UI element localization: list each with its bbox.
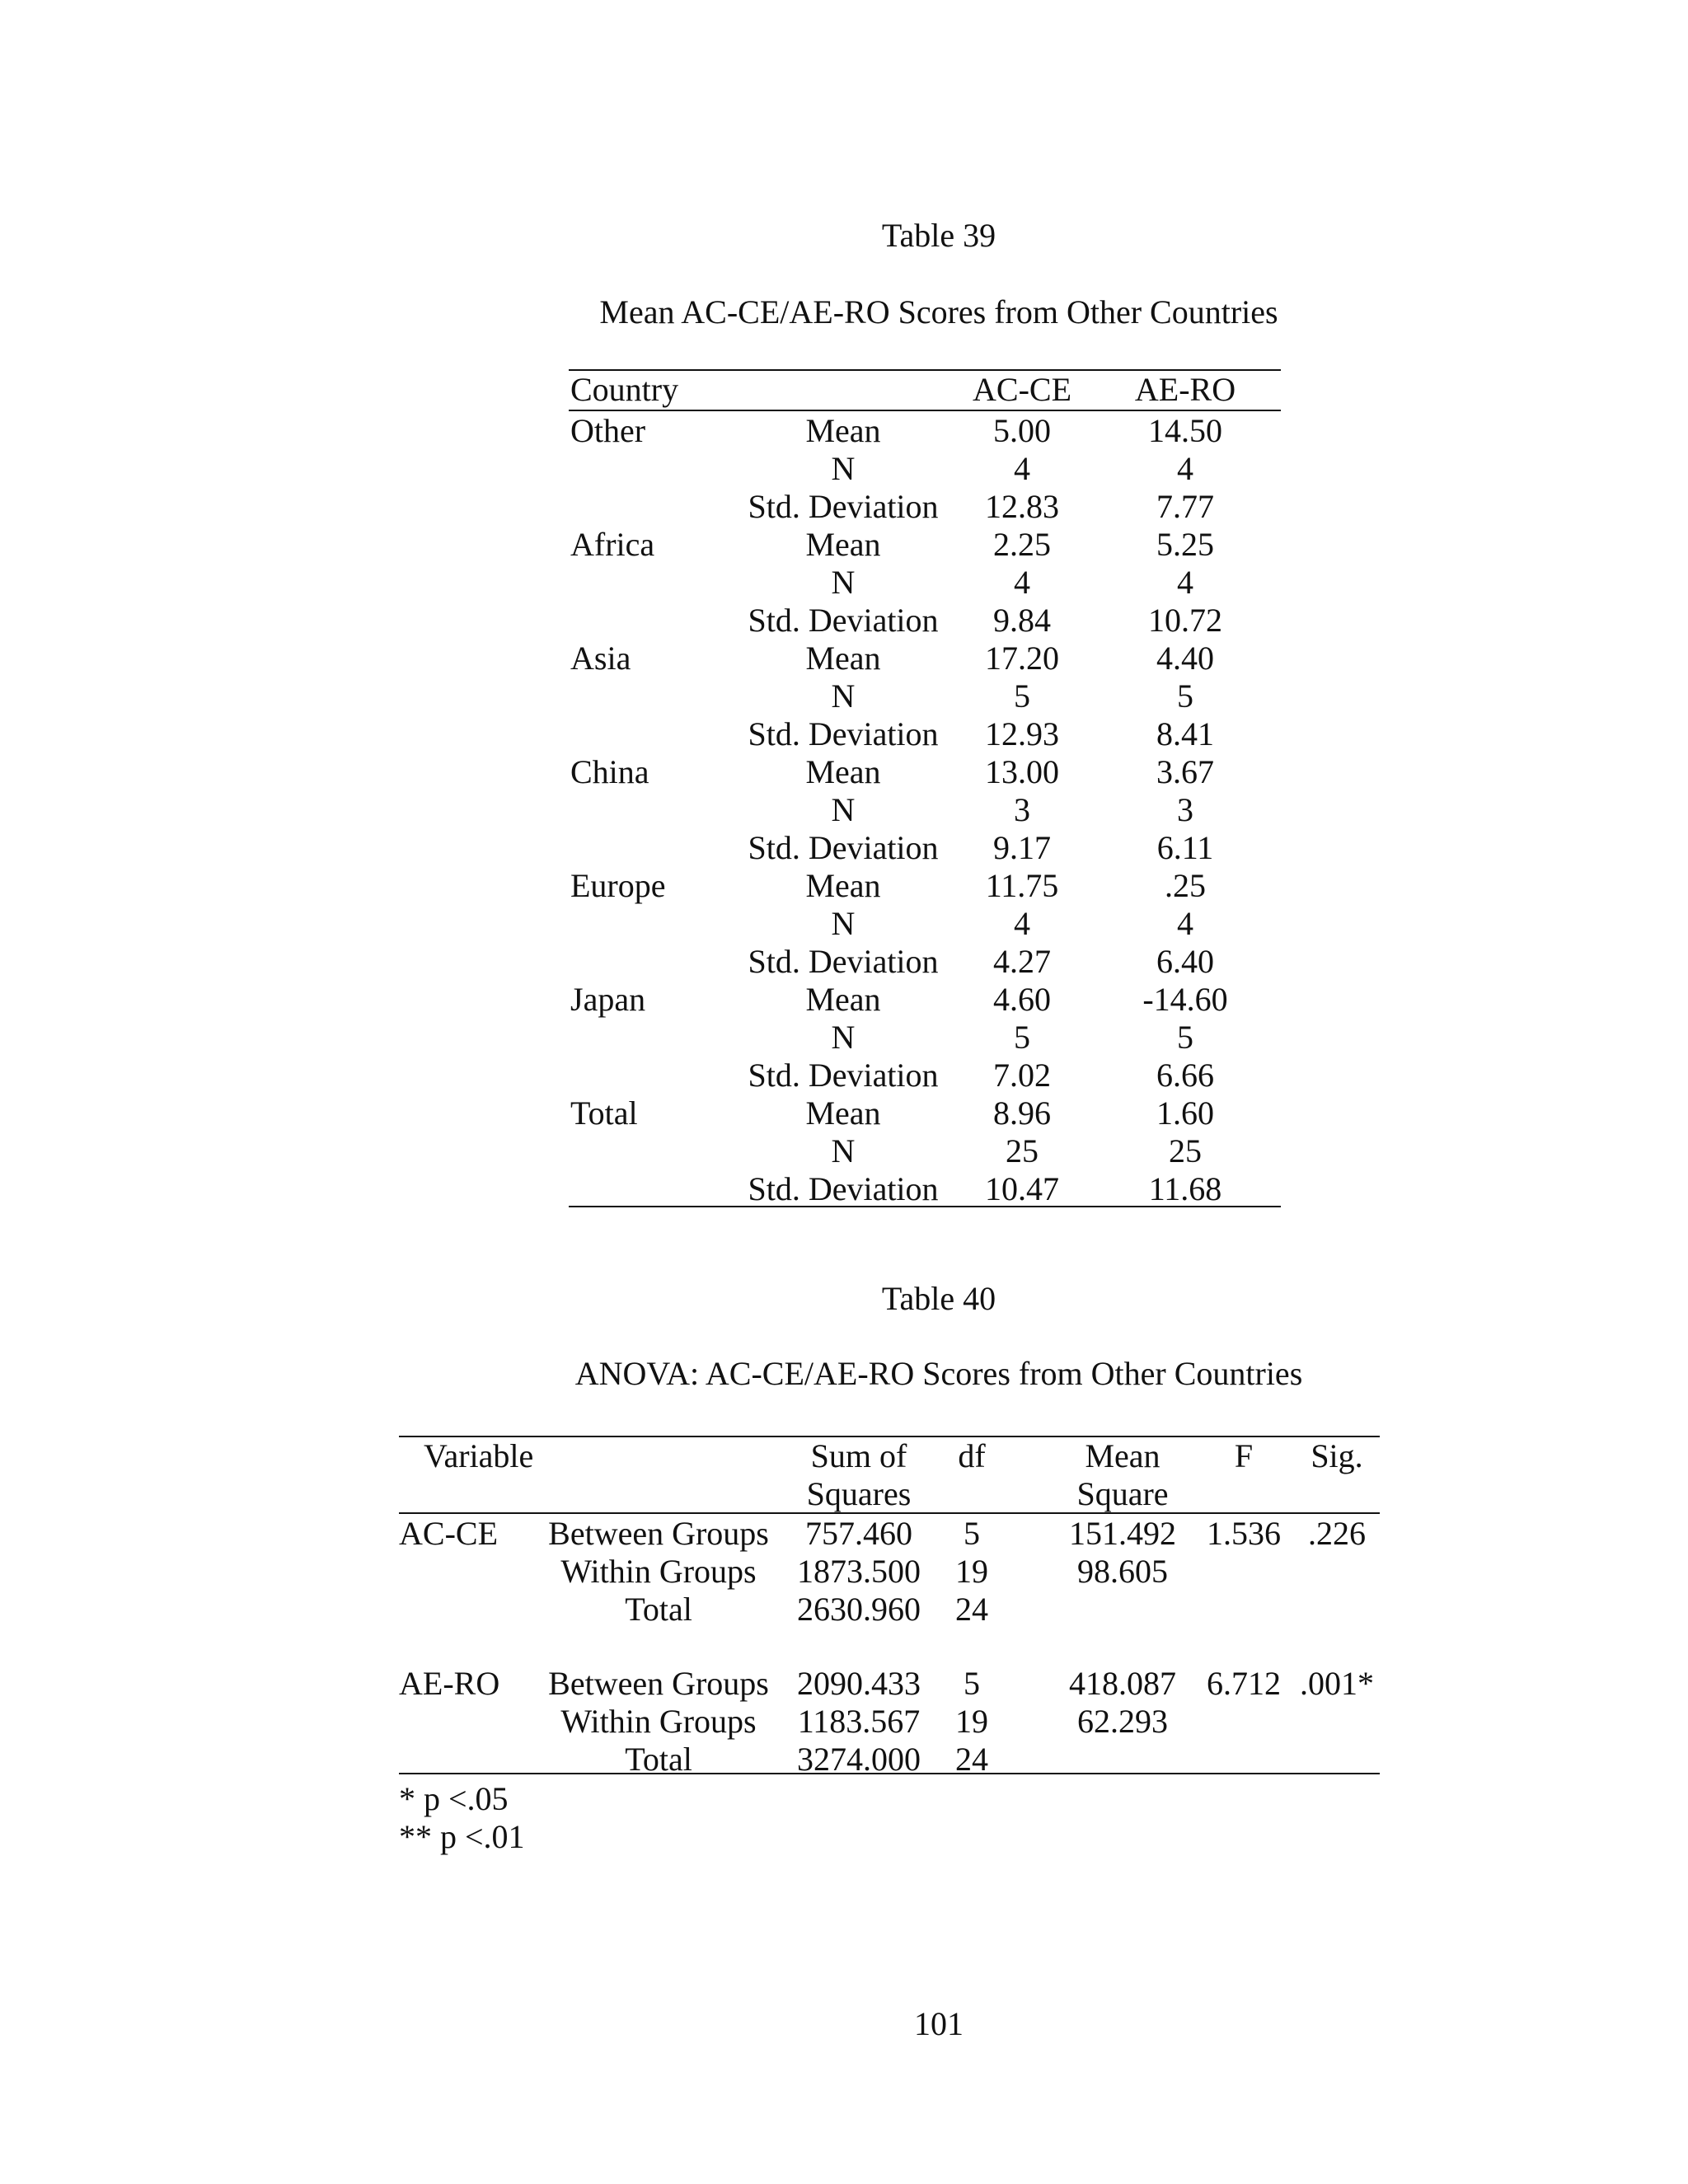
header-ac-ce: AC-CE — [973, 371, 1071, 408]
ac-ce-value: 9.84 — [993, 602, 1051, 639]
ac-ce-value: 7.02 — [993, 1057, 1051, 1094]
df-value: 24 — [955, 1741, 988, 1778]
ac-ce-value: 4 — [1014, 564, 1030, 601]
footnote: * p <.05 — [399, 1780, 509, 1817]
mean-square-value: 98.605 — [1077, 1553, 1168, 1590]
ae-ro-value: 4 — [1177, 905, 1193, 942]
ae-ro-value: 10.72 — [1148, 602, 1222, 639]
header-squares: Squares — [806, 1475, 912, 1512]
sum-of-squares-value: 757.460 — [805, 1515, 912, 1552]
mean-square-value: 151.492 — [1069, 1515, 1176, 1552]
statistic-label: N — [831, 677, 856, 715]
ac-ce-value: 11.75 — [985, 867, 1059, 904]
ae-ro-value: 8.41 — [1156, 715, 1214, 752]
header-f: F — [1234, 1437, 1254, 1474]
statistic-label: Mean — [805, 867, 881, 904]
ac-ce-value: 4 — [1014, 450, 1030, 487]
statistic-label: Std. Deviation — [748, 488, 939, 525]
ac-ce-value: 17.20 — [985, 640, 1059, 677]
ac-ce-value: 12.93 — [985, 715, 1059, 752]
ac-ce-value: 3 — [1014, 791, 1030, 828]
mean-square-value: 418.087 — [1069, 1665, 1176, 1702]
statistic-label: Std. Deviation — [748, 829, 939, 866]
ae-ro-value: 1.60 — [1156, 1094, 1214, 1132]
source-label: Within Groups — [560, 1553, 757, 1590]
ae-ro-value: 7.77 — [1156, 488, 1214, 525]
statistic-label: Mean — [805, 412, 881, 449]
sig-value: .001* — [1300, 1665, 1374, 1702]
ac-ce-value: 2.25 — [993, 526, 1051, 563]
table-39-title: Mean AC-CE/AE-RO Scores from Other Countries — [599, 293, 1278, 330]
ae-ro-value: 5 — [1177, 1019, 1193, 1056]
ac-ce-value: 5 — [1014, 1019, 1030, 1056]
sum-of-squares-value: 1873.500 — [797, 1553, 921, 1590]
df-value: 19 — [955, 1703, 988, 1740]
ac-ce-value: 12.83 — [985, 488, 1059, 525]
statistic-label: N — [831, 905, 856, 942]
country-label: China — [570, 753, 649, 790]
ae-ro-value: 5.25 — [1156, 526, 1214, 563]
df-value: 24 — [955, 1591, 988, 1628]
source-label: Between Groups — [548, 1515, 769, 1552]
country-label: Other — [570, 412, 646, 449]
ae-ro-value: 4 — [1177, 450, 1193, 487]
ac-ce-value: 9.17 — [993, 829, 1051, 866]
ac-ce-value: 10.47 — [985, 1170, 1059, 1207]
df-value: 5 — [964, 1515, 980, 1552]
ae-ro-value: 25 — [1169, 1132, 1202, 1169]
table-40-label: Table 40 — [881, 1280, 996, 1317]
ac-ce-value: 4 — [1014, 905, 1030, 942]
header-square: Square — [1076, 1475, 1169, 1512]
header-sum-of: Sum of — [810, 1437, 907, 1474]
statistic-label: Std. Deviation — [748, 943, 939, 980]
header-country: Country — [570, 371, 679, 408]
sum-of-squares-value: 2630.960 — [797, 1591, 921, 1628]
ae-ro-value: -14.60 — [1142, 981, 1228, 1018]
ae-ro-value: 11.68 — [1148, 1170, 1222, 1207]
country-label: Total — [570, 1094, 638, 1132]
page-number: 101 — [914, 2005, 964, 2042]
header-sig: Sig. — [1311, 1437, 1363, 1474]
variable-label: AE-RO — [399, 1665, 500, 1702]
statistic-label: Mean — [805, 981, 881, 1018]
sig-value: .226 — [1308, 1515, 1366, 1552]
table-39-label: Table 39 — [881, 217, 996, 254]
table-40-title: ANOVA: AC-CE/AE-RO Scores from Other Countries — [574, 1355, 1303, 1392]
statistic-label: Mean — [805, 526, 881, 563]
statistic-label: Mean — [805, 1094, 881, 1132]
footnote: ** p <.01 — [399, 1818, 525, 1855]
statistic-label: N — [831, 450, 856, 487]
ae-ro-value: 6.40 — [1156, 943, 1214, 980]
country-label: Europe — [570, 867, 666, 904]
df-value: 5 — [964, 1665, 980, 1702]
statistic-label: Std. Deviation — [748, 715, 939, 752]
ae-ro-value: 6.11 — [1156, 829, 1214, 866]
source-label: Total — [625, 1741, 692, 1778]
sum-of-squares-value: 3274.000 — [797, 1741, 921, 1778]
statistic-label: N — [831, 1132, 856, 1169]
ae-ro-value: .25 — [1165, 867, 1206, 904]
ae-ro-value: 3.67 — [1156, 753, 1214, 790]
ac-ce-value: 8.96 — [993, 1094, 1051, 1132]
df-value: 19 — [955, 1553, 988, 1590]
ac-ce-value: 25 — [1006, 1132, 1039, 1169]
source-label: Between Groups — [548, 1665, 769, 1702]
ae-ro-value: 6.66 — [1156, 1057, 1214, 1094]
header-df: df — [958, 1437, 986, 1474]
ae-ro-value: 5 — [1177, 677, 1193, 715]
ae-ro-value: 3 — [1177, 791, 1193, 828]
statistic-label: Std. Deviation — [748, 1170, 939, 1207]
ac-ce-value: 13.00 — [985, 753, 1059, 790]
ac-ce-value: 5.00 — [993, 412, 1051, 449]
ae-ro-value: 14.50 — [1148, 412, 1222, 449]
source-label: Total — [625, 1591, 692, 1628]
f-value: 1.536 — [1207, 1515, 1281, 1552]
table-rule — [399, 1512, 1380, 1514]
statistic-label: N — [831, 791, 856, 828]
statistic-label: N — [831, 1019, 856, 1056]
header-ae-ro: AE-RO — [1134, 371, 1236, 408]
statistic-label: Mean — [805, 753, 881, 790]
statistic-label: N — [831, 564, 856, 601]
sum-of-squares-value: 2090.433 — [797, 1665, 921, 1702]
source-label: Within Groups — [560, 1703, 757, 1740]
ac-ce-value: 4.27 — [993, 943, 1051, 980]
mean-square-value: 62.293 — [1077, 1703, 1168, 1740]
country-label: Japan — [570, 981, 646, 1018]
statistic-label: Std. Deviation — [748, 602, 939, 639]
statistic-label: Std. Deviation — [748, 1057, 939, 1094]
ac-ce-value: 5 — [1014, 677, 1030, 715]
sum-of-squares-value: 1183.567 — [797, 1703, 921, 1740]
f-value: 6.712 — [1207, 1665, 1281, 1702]
table-rule — [569, 410, 1281, 411]
ac-ce-value: 4.60 — [993, 981, 1051, 1018]
header-variable: Variable — [424, 1437, 534, 1474]
country-label: Africa — [570, 526, 655, 563]
header-mean: Mean — [1085, 1437, 1160, 1474]
ae-ro-value: 4.40 — [1156, 640, 1214, 677]
country-label: Asia — [570, 640, 631, 677]
variable-label: AC-CE — [399, 1515, 498, 1552]
statistic-label: Mean — [805, 640, 881, 677]
ae-ro-value: 4 — [1177, 564, 1193, 601]
